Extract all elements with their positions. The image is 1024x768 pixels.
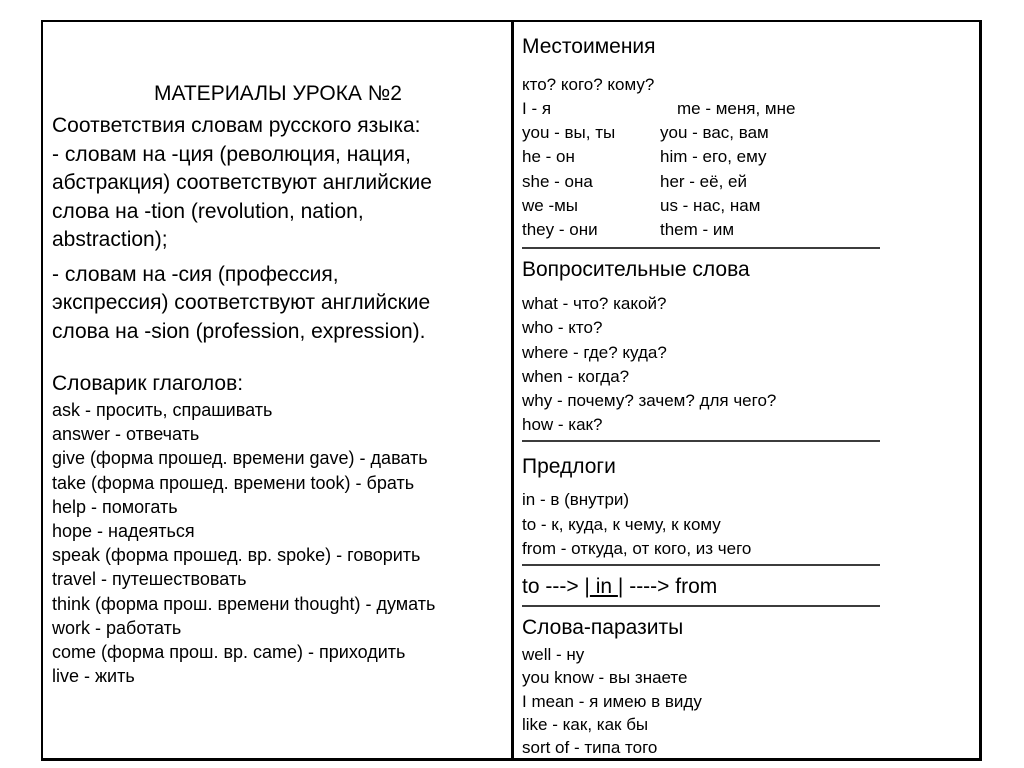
diagram-suffix: | ----> from: [617, 575, 718, 599]
verb-entry: think (форма прош. времени thought) - думать: [52, 593, 436, 614]
filler-word-entry: well - ну: [522, 645, 585, 665]
intro-line: абстракция) соответствуют английские: [52, 171, 432, 194]
pronoun-nominative: we -мы: [522, 195, 579, 215]
pronoun-objective: them - им: [660, 220, 735, 240]
question-word-entry: where - где? куда?: [522, 342, 667, 362]
preposition-diagram: [522, 575, 977, 599]
pronoun-nominative: she - она: [522, 171, 593, 191]
intro-line: слова на -sion (profession, expression).: [52, 319, 426, 343]
pronoun-nominative: I - я: [522, 99, 552, 118]
preposition-entry: from - откуда, от кого, из чего: [522, 538, 752, 558]
pronoun-question-forms: кто? кого? кому?: [522, 75, 655, 94]
verb-entry: live - жить: [52, 666, 135, 687]
intro-line: экспрессия) соответствуют английские: [52, 291, 431, 314]
pronoun-objective: you - вас, вам: [660, 123, 769, 143]
intro-line: - словам на -сия (профессия,: [52, 262, 339, 286]
verb-entry: speak (форма прошед. вр. spoke) - говорить: [52, 545, 421, 566]
pronoun-objective: me - меня, мне: [677, 99, 796, 118]
pronoun-row: [522, 121, 977, 145]
filler-words-list: [522, 643, 977, 759]
question-word-entry: how - как?: [522, 415, 603, 435]
pronoun-nominative: you - вы, ты: [522, 123, 616, 143]
verb-entry: answer - отвечать: [52, 424, 200, 445]
verb-entry: help - помогать: [52, 496, 178, 517]
pronoun-objective: us - нас, нам: [660, 195, 761, 215]
filler-word-entry: sort of - типа того: [522, 738, 658, 758]
lesson-title: МАТЕРИАЛЫ УРОКА №2: [154, 82, 402, 105]
intro-line: Соответствия словам русского языка:: [52, 114, 421, 137]
prepositions-heading: Предлоги: [522, 455, 616, 479]
intro-text: [52, 112, 504, 346]
question-word-entry: why - почему? зачем? для чего?: [522, 391, 777, 411]
section-divider: [522, 564, 880, 566]
pronoun-objective: him - его, ему: [660, 147, 767, 167]
filler-words-heading: Слова-паразиты: [522, 616, 684, 640]
prepositions-list: [522, 488, 977, 561]
intro-line: слова на -tion (revolution, nation,: [52, 199, 364, 223]
left-column: [52, 80, 504, 688]
right-column: [522, 33, 977, 760]
pronoun-table: [522, 97, 977, 242]
pronoun-row: [522, 170, 977, 194]
pronoun-objective: her - её, ей: [660, 171, 747, 191]
verb-entry: ask - просить, спрашивать: [52, 400, 273, 420]
verb-entry: come (форма прош. вр. came) - приходить: [52, 642, 406, 663]
question-word-entry: who - кто?: [522, 318, 603, 338]
verb-glossary-heading: Словарик глаголов:: [52, 372, 244, 395]
section-divider: [522, 605, 880, 607]
pronoun-row: [522, 97, 977, 121]
verb-entry: hope - надеяться: [52, 521, 195, 542]
filler-word-entry: like - как, как бы: [522, 714, 649, 734]
question-word-entry: when - когда?: [522, 366, 630, 386]
pronoun-row: [522, 218, 977, 242]
question-words-list: [522, 292, 977, 437]
question-word-entry: what - что? какой?: [522, 294, 667, 314]
section-divider: [522, 247, 880, 249]
intro-line: - словам на -ция (революция, нация,: [52, 142, 411, 166]
verb-entry: give (форма прошед. времени gave) - давать: [52, 448, 428, 469]
pronoun-row: [522, 145, 977, 169]
intro-line: abstraction);: [52, 228, 168, 251]
question-words-heading: Вопросительные слова: [522, 258, 750, 282]
preposition-entry: in - в (внутри): [522, 490, 630, 510]
filler-word-entry: I mean - я имею в виду: [522, 691, 702, 711]
pronoun-nominative: they - они: [522, 220, 598, 240]
verb-list: [52, 398, 504, 688]
preposition-entry: to - к, куда, к чему, к кому: [522, 514, 721, 534]
section-divider: [522, 440, 880, 442]
pronoun-nominative: he - он: [522, 147, 575, 167]
pronouns-heading: Местоимения: [522, 35, 656, 58]
diagram-prefix: to ---> |: [522, 575, 590, 599]
filler-word-entry: you know - вы знаете: [522, 668, 688, 688]
verb-entry: work - работать: [52, 617, 182, 638]
diagram-in-word: in: [589, 575, 618, 599]
pronoun-row: [522, 194, 977, 218]
column-divider: [511, 20, 514, 761]
verb-entry: travel - путешествовать: [52, 569, 247, 590]
verb-entry: take (форма прошед. времени took) - брать: [52, 472, 415, 493]
